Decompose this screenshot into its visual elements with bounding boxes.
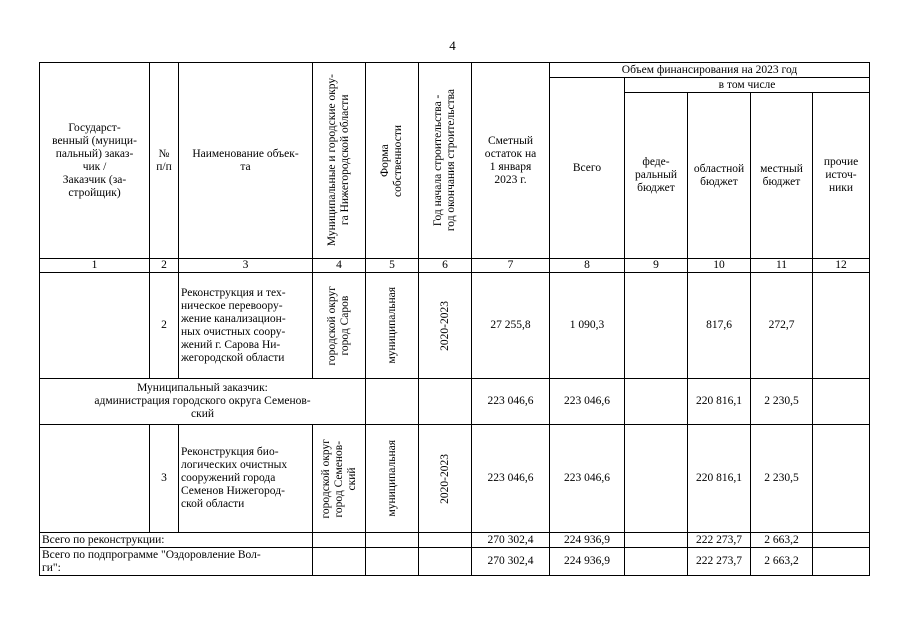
cell-subprogram-label: Всего по подпрограмме "Оздоровление Вол- ги":: [40, 548, 313, 576]
cell-total: 223 046,6: [550, 425, 625, 533]
cell-object-name: Реконструкция био- логических очистных сооружений города Семенов Нижегород- ской области: [179, 425, 313, 533]
cell-other: [813, 273, 870, 379]
financing-table: [39, 62, 870, 576]
col-number: 7: [472, 259, 550, 273]
cell-federal: [625, 273, 688, 379]
cell-federal: [625, 425, 688, 533]
cell-empty: [313, 548, 366, 576]
cell-regional: 817,6: [688, 273, 751, 379]
cell-customer-label: Муниципальный заказчик: администрация городского округа Семенов- ский: [40, 379, 366, 425]
cell-regional: 222 273,7: [688, 533, 751, 548]
cell-other: [813, 533, 870, 548]
cell-regional: 222 273,7: [688, 548, 751, 576]
cell-federal: [625, 548, 688, 576]
cell-empty: [419, 548, 472, 576]
header-regional: областной бюджет: [688, 93, 751, 259]
cell-customer-empty: [40, 273, 150, 379]
header-federal: феде- ральный бюджет: [625, 93, 688, 259]
col-number: 9: [625, 259, 688, 273]
col-number: 4: [313, 259, 366, 273]
cell-federal: [625, 379, 688, 425]
col-number: 11: [751, 259, 813, 273]
cell-local: 2 230,5: [751, 379, 813, 425]
table-row-total-subprogram: [40, 548, 870, 576]
header-row-1: [40, 63, 870, 78]
col-number: 12: [813, 259, 870, 273]
table-row-customer-semenov: [40, 379, 870, 425]
cell-object-name: Реконструкция и тех- ническое перевоору- жение канализацион- ных очистных соору- жений г. Сарова Ни- жегородской области: [179, 273, 313, 379]
col-number: 2: [150, 259, 179, 273]
cell-empty: [419, 379, 472, 425]
cell-local: 2 663,2: [751, 533, 813, 548]
cell-local: 272,7: [751, 273, 813, 379]
col-number: 1: [40, 259, 150, 273]
cell-total-label: Всего по реконструкции:: [40, 533, 313, 548]
cell-estimate: 223 046,6: [472, 379, 550, 425]
cell-ownership: муниципальная: [366, 273, 419, 379]
col-number: 6: [419, 259, 472, 273]
cell-regional: 220 816,1: [688, 379, 751, 425]
table-row-total-reconstruction: [40, 533, 870, 548]
header-years: Год начала строительства - год окончания строительства: [419, 63, 472, 259]
header-total: Всего: [550, 78, 625, 259]
header-ownership: Форма собственности: [366, 63, 419, 259]
cell-empty: [366, 548, 419, 576]
cell-num: 3: [150, 425, 179, 533]
cell-other: [813, 425, 870, 533]
table-row-sarov: [40, 273, 870, 379]
header-customer: Государст- венный (муници- пальный) заказ- чик / Заказчик (за- стройщик): [40, 63, 150, 259]
cell-estimate: 270 302,4: [472, 548, 550, 576]
table-row-semenov: [40, 425, 870, 533]
cell-total: 224 936,9: [550, 548, 625, 576]
header-other: прочие источ- ники: [813, 93, 870, 259]
cell-other: [813, 548, 870, 576]
col-number: 10: [688, 259, 751, 273]
cell-years: 2020-2023: [419, 273, 472, 379]
cell-federal: [625, 533, 688, 548]
page-number: 4: [449, 38, 456, 53]
col-number: 3: [179, 259, 313, 273]
cell-total: 1 090,3: [550, 273, 625, 379]
cell-years: 2020-2023: [419, 425, 472, 533]
header-estimate: Сметный остаток на 1 января 2023 г.: [472, 63, 550, 259]
cell-local: 2 230,5: [751, 425, 813, 533]
column-numbers-row: [40, 259, 870, 273]
header-object-name: Наименование объек- та: [179, 63, 313, 259]
cell-empty: [366, 379, 419, 425]
col-number: 8: [550, 259, 625, 273]
cell-num: 2: [150, 273, 179, 379]
cell-empty: [419, 533, 472, 548]
cell-estimate: 27 255,8: [472, 273, 550, 379]
header-municipality: Муниципальные и городские окру- га Нижегородской области: [313, 63, 366, 259]
cell-municipality: городской округ город Семенов- ский: [313, 425, 366, 533]
cell-total: 223 046,6: [550, 379, 625, 425]
cell-ownership: муниципальная: [366, 425, 419, 533]
header-funding-group: Объем финансирования на 2023 год: [550, 63, 870, 78]
cell-estimate: 223 046,6: [472, 425, 550, 533]
cell-total: 224 936,9: [550, 533, 625, 548]
cell-customer-empty: [40, 425, 150, 533]
cell-empty: [313, 533, 366, 548]
header-num: № п/п: [150, 63, 179, 259]
cell-empty: [366, 533, 419, 548]
header-local: местный бюджет: [751, 93, 813, 259]
col-number: 5: [366, 259, 419, 273]
cell-local: 2 663,2: [751, 548, 813, 576]
cell-estimate: 270 302,4: [472, 533, 550, 548]
cell-regional: 220 816,1: [688, 425, 751, 533]
header-including: в том числе: [625, 78, 870, 93]
cell-other: [813, 379, 870, 425]
cell-municipality: городской округ город Саров: [313, 273, 366, 379]
